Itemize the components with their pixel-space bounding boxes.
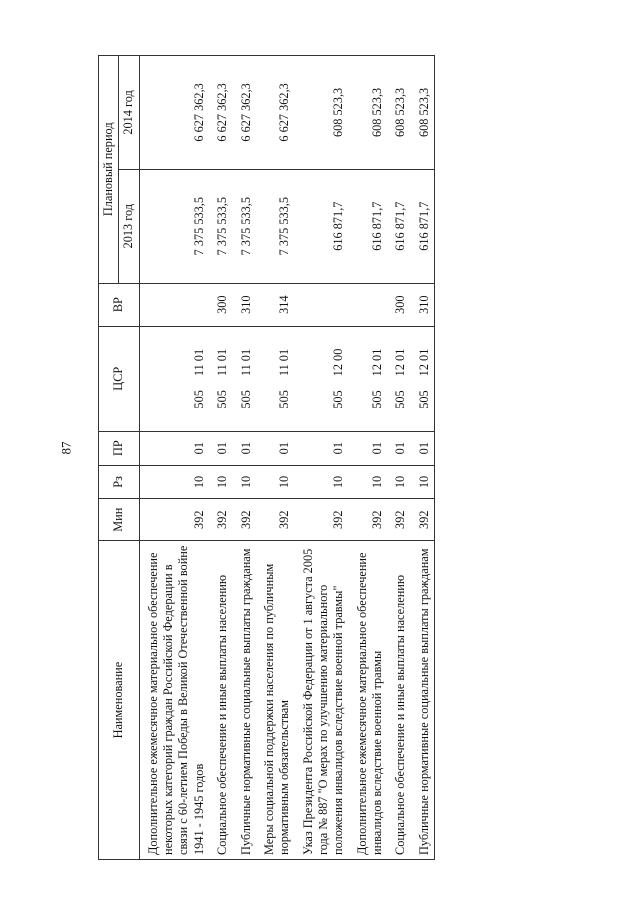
row-name: Указ Президента Российской Федерации от 1 августа 2005 года № 887 "О мерах по улучшению материального положения инвалидов вследствие военной травмы": [295, 541, 349, 860]
row-rz: 10: [233, 465, 256, 499]
row-min: 392: [233, 499, 256, 541]
row-min: 392: [256, 499, 295, 541]
row-csr-part-b: 12 01: [416, 348, 431, 377]
row-2014: 608 523,3: [349, 56, 388, 170]
row-vr: 310: [411, 283, 435, 326]
row-rz: 10: [256, 465, 295, 499]
row-csr-part-b: 12 01: [370, 348, 385, 377]
row-min: 392: [349, 499, 388, 541]
budget-table: [98, 55, 435, 860]
row-min: 392: [209, 499, 232, 541]
row-2014: 608 523,3: [387, 56, 410, 170]
header-vr: ВР: [99, 283, 140, 326]
row-vr: 300: [387, 283, 410, 326]
header-name: Наименование: [99, 541, 140, 860]
row-name: Публичные нормативные социальные выплаты гражданам: [233, 541, 256, 860]
table-row: [139, 56, 209, 860]
table-row: [387, 56, 410, 860]
row-csr-part-a: 505: [215, 390, 230, 409]
row-csr-part-b: 11 01: [215, 348, 230, 377]
row-min: 392: [411, 499, 435, 541]
row-pr: 01: [209, 431, 232, 465]
row-pr: 01: [411, 431, 435, 465]
row-rz: 10: [387, 465, 410, 499]
row-csr-part-b: 12 01: [393, 348, 408, 377]
row-csr-part-a: 505: [370, 390, 385, 409]
row-csr-part-a: 505: [416, 390, 431, 409]
row-csr-part-a: 505: [277, 390, 292, 409]
row-vr: 314: [256, 283, 295, 326]
row-vr: 300: [209, 283, 232, 326]
row-2014: 608 523,3: [411, 56, 435, 170]
row-csr-part-b: 11 01: [238, 348, 253, 377]
table-row: [411, 56, 435, 860]
header-pr: ПР: [99, 431, 140, 465]
table-row: [349, 56, 388, 860]
row-name: Социальное обеспечение и иные выплаты населению: [209, 541, 232, 860]
row-csr: [295, 326, 349, 431]
row-2013: 616 871,7: [387, 169, 410, 283]
table-row: [295, 56, 349, 860]
header-csr: ЦСР: [99, 326, 140, 431]
table-row: [209, 56, 232, 860]
row-csr: [233, 326, 256, 431]
row-csr-part-a: 505: [393, 390, 408, 409]
row-min: 392: [295, 499, 349, 541]
row-2013: 7 375 533,5: [139, 169, 209, 283]
header-min: Мин: [99, 499, 140, 541]
row-rz: 10: [139, 465, 209, 499]
row-name: Дополнительное ежемесячное материальное обеспечение некоторых категорий граждан Российской Федерации в связи с 60-летием Победы в Великой Отечественной войне 1941 - 1945 годов: [139, 541, 209, 860]
table-row: [256, 56, 295, 860]
row-csr: [209, 326, 232, 431]
row-min: 392: [139, 499, 209, 541]
row-2013: 616 871,7: [295, 169, 349, 283]
row-vr: 310: [233, 283, 256, 326]
row-vr: [295, 283, 349, 326]
row-csr-part-b: 11 01: [191, 348, 206, 377]
table-row: [233, 56, 256, 860]
row-csr-part-a: 505: [331, 390, 346, 409]
row-2014: 6 627 362,3: [209, 56, 232, 170]
row-pr: 01: [295, 431, 349, 465]
row-rz: 10: [411, 465, 435, 499]
row-csr: [256, 326, 295, 431]
row-2013: 7 375 533,5: [209, 169, 232, 283]
row-vr: [349, 283, 388, 326]
table-body: [139, 56, 434, 860]
row-2013: 616 871,7: [349, 169, 388, 283]
header-rz: Рз: [99, 465, 140, 499]
row-2014: 6 627 362,3: [256, 56, 295, 170]
header-year-2014: 2014 год: [119, 56, 139, 170]
row-vr: [139, 283, 209, 326]
rotated-table-container: [98, 55, 578, 860]
row-csr-part-b: 12 00: [331, 348, 346, 377]
row-name: Публичные нормативные социальные выплаты гражданам: [411, 541, 435, 860]
row-2013: 7 375 533,5: [256, 169, 295, 283]
row-csr: [349, 326, 388, 431]
row-name: Дополнительное ежемесячное материальное обеспечение инвалидов вследствие военной травмы: [349, 541, 388, 860]
row-name: Меры социальной поддержки населения по публичным нормативным обязательствам: [256, 541, 295, 860]
row-2013: 7 375 533,5: [233, 169, 256, 283]
row-2014: 608 523,3: [295, 56, 349, 170]
row-rz: 10: [295, 465, 349, 499]
row-pr: 01: [233, 431, 256, 465]
row-csr: [387, 326, 410, 431]
row-csr-part-b: 11 01: [277, 348, 292, 377]
row-2014: 6 627 362,3: [233, 56, 256, 170]
page-number: 87: [58, 441, 74, 455]
row-csr-part-a: 505: [238, 390, 253, 409]
row-pr: 01: [139, 431, 209, 465]
row-pr: 01: [387, 431, 410, 465]
row-csr: [139, 326, 209, 431]
header-planned-period: Плановый период: [99, 56, 119, 284]
row-pr: 01: [256, 431, 295, 465]
header-year-2013: 2013 год: [119, 169, 139, 283]
row-csr-part-a: 505: [191, 390, 206, 409]
row-csr: [411, 326, 435, 431]
row-name: Социальное обеспечение и иные выплаты населению: [387, 541, 410, 860]
row-2014: 6 627 362,3: [139, 56, 209, 170]
row-pr: 01: [349, 431, 388, 465]
row-rz: 10: [209, 465, 232, 499]
row-min: 392: [387, 499, 410, 541]
row-rz: 10: [349, 465, 388, 499]
row-2013: 616 871,7: [411, 169, 435, 283]
